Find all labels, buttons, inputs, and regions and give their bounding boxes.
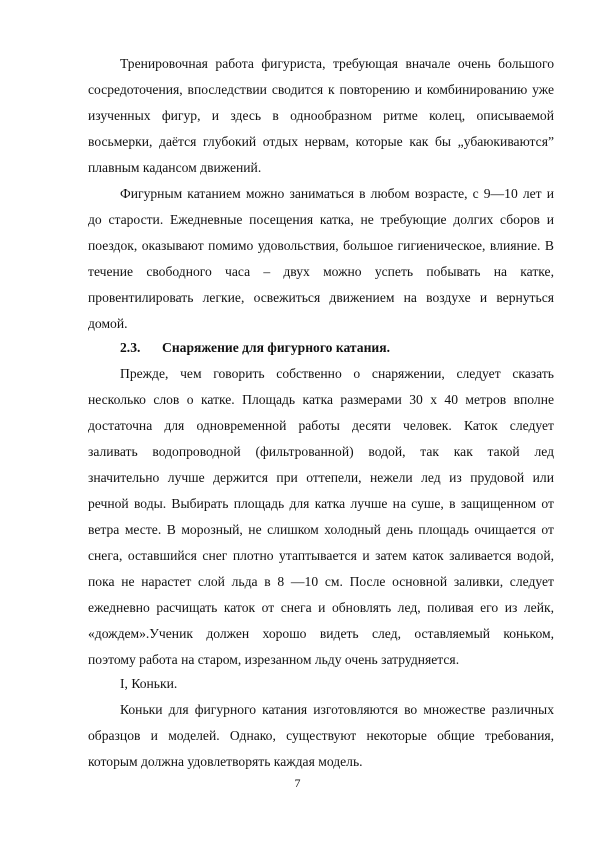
subheading-skates: I, Коньки. xyxy=(120,676,178,691)
page-number: 7 xyxy=(294,776,301,790)
paragraph-4-line-1: Коньки для фигурного катания изготовляются во множестве различных xyxy=(120,702,554,717)
section-heading xyxy=(120,336,390,360)
section-title: Снаряжение для фигурного катания. xyxy=(162,340,390,355)
paragraph-1-line-4: восьмерки, даётся глубокий отдых нервам, которые как бы „убаюкиваются” xyxy=(88,134,554,149)
paragraph-4-line-3: которым должна удовлетворять каждая модель. xyxy=(88,754,363,769)
paragraph-1-line-2: сосредоточения, впоследствии сводится к повторению и комбинированию уже xyxy=(88,82,554,97)
paragraph-2-line-1: Фигурным катанием можно заниматься в любом возрасте, с 9—10 лет и xyxy=(120,186,554,201)
paragraph-3-line-6: речной воды. Выбирать площадь для катка лучше на суше, в защищенном от xyxy=(88,496,554,511)
section-number: 2.3. xyxy=(120,340,141,355)
paragraph-3-line-1: Прежде, чем говорить собственно о снаряжении, следует сказать xyxy=(120,366,554,381)
paragraph-3-line-12: поэтому работа на старом, изрезанном льду очень затрудняется. xyxy=(88,652,460,667)
paragraph-3-line-8: снега, оставшийся снег плотно утаптывается и затем каток заливается водой, xyxy=(88,548,554,563)
paragraph-1-line-1: Тренировочная работа фигуриста, требующая вначале очень большого xyxy=(120,56,554,71)
paragraph-3-line-11: «дождем».Ученик должен хорошо видеть след, оставляемый коньком, xyxy=(88,626,554,641)
paragraph-3-line-10: ежедневно расчищать каток от снега и обновлять лед, поливая его из лейк, xyxy=(88,600,554,615)
paragraph-4-line-2: образцов и моделей. Однако, существуют некоторые общие требования, xyxy=(88,728,554,743)
paragraph-3-line-3: достаточна для одновременной работы десяти человек. Каток следует xyxy=(88,418,554,433)
paragraph-2-line-2: до старости. Ежедневные посещения катка, не требующие долгих сборов и xyxy=(88,212,554,227)
paragraph-2-line-5: провентилировать легкие, освежиться движением на воздухе и вернуться xyxy=(88,290,554,305)
paragraph-3-line-2: несколько слов о катке. Площадь катка размерами 30 х 40 метров вполне xyxy=(88,392,554,407)
paragraph-3-line-4: заливать водопроводной (фильтрованной) водой, так как такой лед xyxy=(88,444,554,459)
paragraph-1-line-3: изученных фигур, и здесь в однообразном ритме колец, описываемой xyxy=(88,108,554,123)
paragraph-2-line-3: поездок, оказывают помимо удовольствия, большое гигиеническое, влияние. В xyxy=(88,238,554,253)
paragraph-3-line-9: пока не нарастет слой льда в 8 —10 см. После основной заливки, следует xyxy=(88,574,554,589)
paragraph-3-line-7: ветра месте. В морозный, не слишком холодный день площадь очищается от xyxy=(88,522,554,537)
paragraph-3-line-5: значительно лучше держится при оттепели, нежели лед из прудовой или xyxy=(88,470,554,485)
paragraph-2-line-6: домой. xyxy=(88,316,128,331)
paragraph-2-line-4: течение свободного часа – двух можно успеть побывать на катке, xyxy=(88,264,554,279)
paragraph-1-line-5: плавным кадансом движений. xyxy=(88,160,262,175)
